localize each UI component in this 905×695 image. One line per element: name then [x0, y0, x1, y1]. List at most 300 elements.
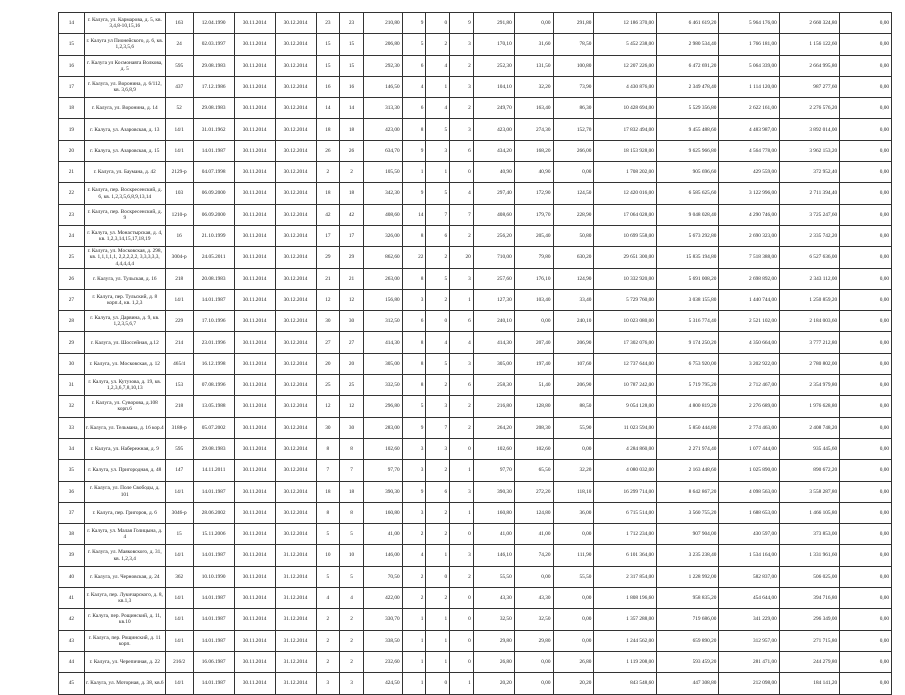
- table-cell: 30.11.2014: [234, 630, 275, 651]
- table-cell: 16: [340, 76, 364, 97]
- table-cell: 06.09.2000: [193, 204, 234, 225]
- table-cell: 5: [426, 119, 450, 140]
- table-cell: 296 349,00: [779, 609, 839, 630]
- table-cell: 8: [340, 438, 364, 459]
- table-cell: 22: [59, 183, 85, 204]
- table-cell: 0,00: [840, 289, 892, 310]
- table-cell: 30.12.2014: [275, 268, 316, 289]
- table-cell: 79,80: [514, 247, 553, 268]
- table-cell: 3: [450, 545, 474, 566]
- table-cell: 18: [340, 481, 364, 502]
- table-cell: 1 114 120,00: [719, 76, 779, 97]
- table-cell: 04.07.1998: [193, 162, 234, 183]
- table-cell: 12: [340, 396, 364, 417]
- table-row: [59, 247, 892, 268]
- address-cell: г. Калуга, ул. Тельмана, д. 16 кор.4: [84, 417, 165, 438]
- table-cell: 30.12.2014: [275, 183, 316, 204]
- table-cell: 3 962 153,20: [779, 140, 839, 161]
- table-cell: 3: [402, 460, 426, 481]
- table-cell: 20: [59, 140, 85, 161]
- table-cell: 34: [59, 438, 85, 459]
- table-cell: 30.12.2014: [275, 481, 316, 502]
- table-cell: 3046-р: [165, 502, 193, 523]
- table-cell: 342,30: [363, 183, 402, 204]
- table-cell: 2 276 576,20: [779, 98, 839, 119]
- table-cell: 38: [59, 524, 85, 545]
- table-cell: 0: [450, 162, 474, 183]
- table-cell: 4 080 032,00: [594, 460, 657, 481]
- table-cell: 30.12.2014: [275, 502, 316, 523]
- table-cell: 14.01.1987: [193, 609, 234, 630]
- table-cell: 2: [402, 566, 426, 587]
- table-cell: 5: [426, 268, 450, 289]
- table-cell: 29 651 300,00: [594, 247, 657, 268]
- table-cell: 156,80: [363, 289, 402, 310]
- table-cell: 146,00: [363, 545, 402, 566]
- table-cell: 10.10.1990: [193, 566, 234, 587]
- table-cell: 2: [402, 588, 426, 609]
- table-cell: 3 038 155,80: [656, 289, 719, 310]
- table-cell: 296,80: [363, 396, 402, 417]
- table-cell: 16: [165, 225, 193, 246]
- table-cell: 170,10: [473, 34, 514, 55]
- table-cell: 29: [340, 247, 364, 268]
- table-row: [59, 630, 892, 651]
- address-cell: г. Калуга, пер. Тульский, д. 8 корп.4, кв. 1,2,3: [84, 289, 165, 310]
- table-cell: 3: [450, 119, 474, 140]
- table-cell: 1: [402, 630, 426, 651]
- table-cell: 14.01.1987: [193, 289, 234, 310]
- table-cell: 18: [59, 98, 85, 119]
- table-cell: 218: [165, 396, 193, 417]
- table-cell: 30.11.2014: [234, 247, 275, 268]
- table-cell: 958 835,20: [656, 588, 719, 609]
- table-cell: 4 430 876,00: [594, 76, 657, 97]
- table-cell: 6: [450, 375, 474, 396]
- table-cell: 30.12.2014: [275, 225, 316, 246]
- table-cell: 2 664 995,80: [779, 55, 839, 76]
- table-cell: 15 835 194,80: [656, 247, 719, 268]
- table-cell: 124,50: [553, 183, 594, 204]
- table-cell: 2: [426, 375, 450, 396]
- table-cell: 2 521 102,00: [719, 311, 779, 332]
- address-cell: г. Калуга, пер. Воскресенский, д. 6, кв. 1,2,3,5,6,8,9,13,14: [84, 183, 165, 204]
- table-cell: 55,50: [553, 566, 594, 587]
- address-cell: г. Калуга, ул. Азаровская, д. 15: [84, 140, 165, 161]
- table-cell: 408,60: [473, 204, 514, 225]
- table-cell: 15: [316, 34, 340, 55]
- table-cell: 179,70: [514, 204, 553, 225]
- table-cell: 30.12.2014: [275, 332, 316, 353]
- table-cell: 32,20: [514, 76, 553, 97]
- table-cell: 330,70: [363, 609, 402, 630]
- table-cell: 05.07.2002: [193, 417, 234, 438]
- table-cell: 2: [426, 588, 450, 609]
- table-cell: 20,20: [473, 673, 514, 694]
- table-cell: 3 235 238,40: [656, 545, 719, 566]
- table-cell: 27: [59, 289, 85, 310]
- table-cell: 424,50: [363, 673, 402, 694]
- table-row: [59, 396, 892, 417]
- table-cell: 0,00: [840, 55, 892, 76]
- table-cell: 21: [316, 268, 340, 289]
- table-cell: 0: [450, 630, 474, 651]
- table-cell: 19: [59, 119, 85, 140]
- table-cell: 30.12.2014: [275, 353, 316, 374]
- table-cell: 257,60: [473, 268, 514, 289]
- table-cell: 3: [450, 481, 474, 502]
- table-cell: 31.12.2014: [275, 588, 316, 609]
- table-cell: 168,20: [514, 140, 553, 161]
- table-row: [59, 502, 892, 523]
- table-cell: 281 471,00: [719, 651, 779, 672]
- table-cell: 21: [340, 268, 364, 289]
- table-cell: 14.01.1987: [193, 588, 234, 609]
- table-cell: 14/1: [165, 609, 193, 630]
- table-cell: 52: [165, 98, 193, 119]
- table-cell: 312 957,00: [719, 630, 779, 651]
- table-cell: 1 025 890,00: [719, 460, 779, 481]
- table-cell: 18: [316, 119, 340, 140]
- table-cell: 1: [450, 289, 474, 310]
- table-cell: 0,00: [840, 460, 892, 481]
- table-cell: 74,20: [514, 545, 553, 566]
- table-cell: 2 712 467,00: [719, 375, 779, 396]
- table-cell: 7: [426, 204, 450, 225]
- table-cell: 14/1: [165, 289, 193, 310]
- table-cell: 40,90: [514, 162, 553, 183]
- table-cell: 2: [426, 34, 450, 55]
- address-cell: г. Калуга, пер. Рощинский, д. 11 корп.: [84, 630, 165, 651]
- table-cell: 31.12.2014: [275, 673, 316, 694]
- table-cell: 30.11.2014: [234, 417, 275, 438]
- table-cell: 2 349 478,40: [656, 76, 719, 97]
- table-cell: 30.11.2014: [234, 76, 275, 97]
- table-cell: 0,00: [840, 98, 892, 119]
- table-row: [59, 545, 892, 566]
- address-cell: г. Калуга ул Космонавта Волкова, д. 5: [84, 55, 165, 76]
- table-cell: 890 672,20: [779, 460, 839, 481]
- table-cell: 5: [426, 183, 450, 204]
- table-cell: 4 350 664,00: [719, 332, 779, 353]
- table-row: [59, 76, 892, 97]
- table-cell: 6: [426, 225, 450, 246]
- address-cell: г. Калуга ул Пионейского, д. 6, кв. 1,2,3,5,6: [84, 34, 165, 55]
- table-cell: 0,00: [514, 13, 553, 34]
- table-cell: 935 445,60: [779, 438, 839, 459]
- table-cell: 208,30: [514, 417, 553, 438]
- table-cell: 5: [402, 396, 426, 417]
- table-cell: 0,00: [840, 438, 892, 459]
- table-cell: 14/1: [165, 140, 193, 161]
- table-cell: 3: [426, 140, 450, 161]
- table-cell: 3: [340, 673, 364, 694]
- table-cell: 2: [426, 524, 450, 545]
- address-cell: г. Калуга, ул. Московская, д. 298, кв. 1,1,1,1,1, 2,2,2,2,2, 3,3,3,3,3, 4,4,4,4,4: [84, 247, 165, 268]
- table-cell: 43,30: [514, 588, 553, 609]
- table-cell: 1: [402, 609, 426, 630]
- table-cell: 0,00: [840, 247, 892, 268]
- table-cell: 7: [426, 417, 450, 438]
- table-cell: 30: [316, 417, 340, 438]
- table-cell: 30.12.2014: [275, 417, 316, 438]
- table-cell: 30.11.2014: [234, 332, 275, 353]
- table-cell: 4: [426, 332, 450, 353]
- table-cell: 205,40: [514, 225, 553, 246]
- table-cell: 124,90: [553, 268, 594, 289]
- table-cell: 0,00: [840, 353, 892, 374]
- table-cell: 30.11.2014: [234, 183, 275, 204]
- table-cell: 8: [340, 502, 364, 523]
- table-cell: 2: [316, 609, 340, 630]
- table-cell: 2: [340, 651, 364, 672]
- table-cell: 5: [426, 353, 450, 374]
- table-cell: 21.10.1999: [193, 225, 234, 246]
- table-cell: 29,80: [514, 630, 553, 651]
- table-cell: 0,00: [840, 13, 892, 34]
- table-cell: 1 119 208,00: [594, 651, 657, 672]
- table-cell: 31: [59, 375, 85, 396]
- table-row: [59, 438, 892, 459]
- table-row: [59, 566, 892, 587]
- table-cell: 0,00: [840, 332, 892, 353]
- table-cell: 128,80: [514, 396, 553, 417]
- table-cell: 30.11.2014: [234, 289, 275, 310]
- table-cell: 31.01.1962: [193, 119, 234, 140]
- table-cell: 905 696,60: [656, 162, 719, 183]
- table-cell: 0: [450, 609, 474, 630]
- table-cell: 4 564 778,00: [719, 140, 779, 161]
- table-cell: 9: [402, 183, 426, 204]
- table-cell: 30.11.2014: [234, 34, 275, 55]
- table-cell: 0,00: [514, 673, 553, 694]
- table-cell: 414,30: [473, 332, 514, 353]
- address-cell: г. Калуга, ул. Кутузова, д. 19, кв. 1,2,3,6,7,8,10,13: [84, 375, 165, 396]
- table-cell: 0,00: [840, 311, 892, 332]
- table-cell: 3: [402, 438, 426, 459]
- table-cell: 2 660 324,80: [779, 13, 839, 34]
- table-cell: 1 534 164,00: [719, 545, 779, 566]
- table-cell: 4 483 987,00: [719, 119, 779, 140]
- table-cell: 0,00: [840, 588, 892, 609]
- table-cell: 14/1: [165, 673, 193, 694]
- table-cell: 429 559,00: [719, 162, 779, 183]
- table-cell: 206,80: [363, 34, 402, 55]
- table-cell: 6: [402, 55, 426, 76]
- table-cell: 12.04.1990: [193, 13, 234, 34]
- table-cell: 5: [316, 566, 340, 587]
- table-cell: 1 688 653,00: [719, 502, 779, 523]
- table-cell: 0: [426, 673, 450, 694]
- table-cell: 20: [450, 247, 474, 268]
- table-body: [59, 13, 892, 695]
- table-cell: 27: [316, 332, 340, 353]
- table-cell: 3: [450, 34, 474, 55]
- table-cell: 30.12.2014: [275, 34, 316, 55]
- table-cell: 26,80: [473, 651, 514, 672]
- table-cell: 31.12.2014: [275, 566, 316, 587]
- table-cell: 0,00: [514, 651, 553, 672]
- table-cell: 414,30: [363, 332, 402, 353]
- table-cell: 176,10: [514, 268, 553, 289]
- table-cell: 0,00: [553, 438, 594, 459]
- address-cell: г. Калуга, ул. Черепичная, д. 22: [84, 651, 165, 672]
- table-row: [59, 225, 892, 246]
- table-cell: 26: [340, 140, 364, 161]
- table-cell: 862,60: [363, 247, 402, 268]
- address-cell: г. Калуга, ул. Воронина, д. 6/112, кв. 3,6,8,9: [84, 76, 165, 97]
- table-cell: 341 229,00: [719, 609, 779, 630]
- table-row: [59, 332, 892, 353]
- table-cell: 103: [165, 183, 193, 204]
- table-cell: 51,40: [514, 375, 553, 396]
- table-cell: 9 048 028,40: [656, 204, 719, 225]
- address-cell: г. Калуга, ул. Малая Голицына, д. 4: [84, 524, 165, 545]
- table-row: [59, 609, 892, 630]
- table-cell: 0,00: [840, 183, 892, 204]
- table-cell: 0: [450, 588, 474, 609]
- table-cell: 118,10: [553, 481, 594, 502]
- table-cell: 9 455 488,60: [656, 119, 719, 140]
- table-cell: 29.08.1983: [193, 438, 234, 459]
- table-cell: 30.11.2014: [234, 204, 275, 225]
- table-cell: 5 964 176,00: [719, 13, 779, 34]
- table-cell: 14.11.2011: [193, 460, 234, 481]
- table-cell: 1: [426, 76, 450, 97]
- table-cell: 16: [59, 55, 85, 76]
- table-cell: 23.01.1996: [193, 332, 234, 353]
- table-cell: 10: [316, 545, 340, 566]
- table-cell: 2: [426, 247, 450, 268]
- address-cell: г. Калуга, ул. Тульская, д. 16: [84, 268, 165, 289]
- table-cell: 18: [316, 481, 340, 502]
- table-cell: 0,00: [553, 609, 594, 630]
- table-cell: 843 548,60: [594, 673, 657, 694]
- table-cell: 30.12.2014: [275, 524, 316, 545]
- table-cell: 8: [402, 332, 426, 353]
- table-cell: 12 186 370,00: [594, 13, 657, 34]
- table-cell: 5 452 238,00: [594, 34, 657, 55]
- table-cell: 6 472 691,20: [656, 55, 719, 76]
- table-cell: 26,80: [553, 651, 594, 672]
- table-cell: 1 976 628,80: [779, 396, 839, 417]
- table-cell: 1 712 234,00: [594, 524, 657, 545]
- table-cell: 14.01.1987: [193, 673, 234, 694]
- table-cell: 987 277,60: [779, 76, 839, 97]
- table-row: [59, 375, 892, 396]
- table-cell: 0: [450, 438, 474, 459]
- table-cell: 16 299 714,00: [594, 481, 657, 502]
- table-cell: 14.01.1987: [193, 481, 234, 502]
- table-cell: 43: [59, 630, 85, 651]
- table-cell: 55,50: [473, 566, 514, 587]
- table-cell: 12: [316, 289, 340, 310]
- table-cell: 103,40: [514, 289, 553, 310]
- table-cell: 2 276 689,00: [719, 396, 779, 417]
- table-cell: 6 715 514,00: [594, 502, 657, 523]
- table-cell: 4: [426, 55, 450, 76]
- table-cell: 27: [340, 332, 364, 353]
- table-cell: 437: [165, 76, 193, 97]
- table-cell: 50,80: [553, 225, 594, 246]
- table-cell: 5 850 444,80: [656, 417, 719, 438]
- table-cell: 30.12.2014: [275, 438, 316, 459]
- table-cell: 41,00: [473, 524, 514, 545]
- table-cell: 3188-р: [165, 417, 193, 438]
- table-cell: 271 715,80: [779, 630, 839, 651]
- table-cell: 210,80: [363, 13, 402, 34]
- table-cell: 42: [316, 204, 340, 225]
- table-cell: 31,60: [514, 34, 553, 55]
- table-cell: 30.12.2014: [275, 55, 316, 76]
- table-cell: 6 585 625,60: [656, 183, 719, 204]
- table-cell: 29,80: [473, 630, 514, 651]
- table-cell: 362: [165, 566, 193, 587]
- table-cell: 184 141,20: [779, 673, 839, 694]
- table-cell: 305,00: [363, 353, 402, 374]
- table-cell: 0,00: [840, 76, 892, 97]
- table-cell: 30: [340, 417, 364, 438]
- table-cell: 32,50: [473, 609, 514, 630]
- table-cell: 274,30: [514, 119, 553, 140]
- table-cell: 2 780 802,00: [779, 353, 839, 374]
- table-cell: 30.12.2014: [275, 162, 316, 183]
- table-cell: 5 729 760,00: [594, 289, 657, 310]
- table-cell: 30.12.2014: [275, 396, 316, 417]
- table-cell: 124,80: [514, 502, 553, 523]
- table-cell: 25: [59, 247, 85, 268]
- table-cell: 3 558 287,80: [779, 481, 839, 502]
- table-cell: 30.11.2014: [234, 119, 275, 140]
- table-cell: 14.01.1987: [193, 630, 234, 651]
- table-cell: 15: [316, 55, 340, 76]
- table-cell: 390,30: [363, 481, 402, 502]
- table-cell: 30.11.2014: [234, 673, 275, 694]
- table-cell: 1: [402, 651, 426, 672]
- table-cell: 2 354 979,80: [779, 375, 839, 396]
- table-row: [59, 268, 892, 289]
- table-cell: 1 156 122,60: [779, 34, 839, 55]
- table-cell: 30: [340, 311, 364, 332]
- table-cell: 907 904,00: [656, 524, 719, 545]
- table-cell: 283,00: [363, 417, 402, 438]
- table-cell: 206,90: [553, 375, 594, 396]
- table-cell: 32: [59, 396, 85, 417]
- table-cell: 17: [316, 225, 340, 246]
- table-cell: 30.11.2014: [234, 545, 275, 566]
- table-cell: 39: [59, 545, 85, 566]
- resettlement-table: [58, 12, 892, 695]
- table-cell: 9 054 128,00: [594, 396, 657, 417]
- table-cell: 97,70: [363, 460, 402, 481]
- address-cell: г. Калуга, пер. Воскресенский, д. 9: [84, 204, 165, 225]
- table-cell: 206,90: [553, 332, 594, 353]
- table-row: [59, 588, 892, 609]
- table-cell: 1: [426, 609, 450, 630]
- table-cell: 430 597,00: [719, 524, 779, 545]
- table-cell: 3: [450, 76, 474, 97]
- table-cell: 207,40: [514, 332, 553, 353]
- table-cell: 394 716,80: [779, 588, 839, 609]
- table-cell: 31.12.2014: [275, 545, 316, 566]
- table-cell: 2: [450, 566, 474, 587]
- table-cell: 2: [426, 289, 450, 310]
- address-cell: г. Калуга, ул. Азаровская, д. 13: [84, 119, 165, 140]
- table-cell: 0,00: [840, 651, 892, 672]
- table-cell: 10 332 920,00: [594, 268, 657, 289]
- address-cell: г. Калуга, ул. Маяковского, д. 31, кв. 1,2,3,4: [84, 545, 165, 566]
- table-cell: 17 302 076,00: [594, 332, 657, 353]
